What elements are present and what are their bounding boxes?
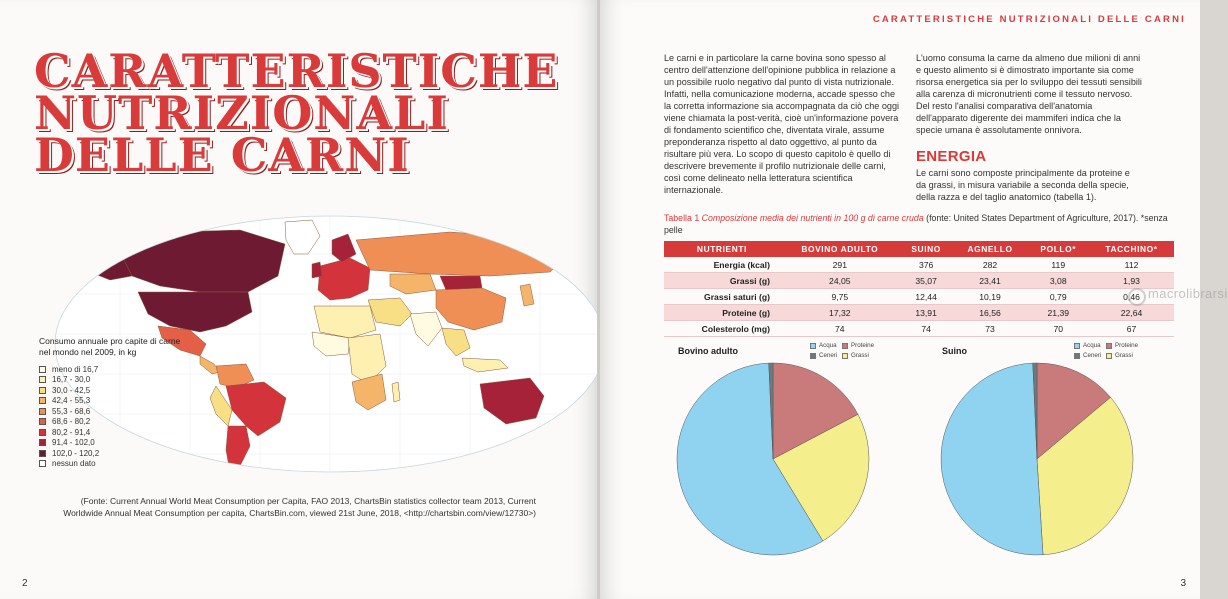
table-cell: 23,41: [953, 273, 1028, 289]
legend-swatch: [39, 408, 46, 415]
mongolia-region: [440, 276, 482, 290]
legend-item: [39, 375, 189, 386]
table-header-cell: TACCHINO*: [1089, 241, 1174, 257]
map-legend: [39, 336, 189, 469]
pie-svg-bovino: [670, 336, 920, 556]
left-page: [0, 0, 598, 599]
table-cell: Grassi (g): [664, 273, 780, 289]
table-row: [664, 257, 1174, 273]
pie-legend-label: Grassi: [1115, 352, 1133, 359]
table-cell: 119: [1027, 257, 1089, 273]
table-header-cell: AGNELLO: [953, 241, 1028, 257]
table-cell: 9,75: [780, 289, 900, 305]
legend-label: 91,4 - 102,0: [52, 438, 95, 448]
legend-swatch: [39, 418, 46, 425]
table-header-cell: BOVINO ADULTO: [780, 241, 900, 257]
legend-label: 30,0 - 42,5: [52, 385, 91, 395]
pie-legend-swatch: [842, 343, 848, 349]
table-caption: [664, 212, 1184, 236]
russia-region: [356, 232, 570, 276]
pie-legend-swatch: [810, 343, 816, 349]
table-caption-label: Tabella 1: [664, 213, 700, 223]
pie-chart-suino: [934, 336, 1184, 556]
table-header-cell: POLLO*: [1027, 241, 1089, 257]
table-header-cell: NUTRIENTI: [664, 241, 780, 257]
title-line-1: CARATTERISTICHE: [34, 44, 559, 98]
legend-label: 16,7 - 30,0: [52, 375, 91, 385]
new-zealand-region: [550, 420, 562, 440]
pie-legend-swatch: [1074, 343, 1080, 349]
legend-item: [39, 448, 189, 459]
legend-title: Consumo annuale pro capite di carne nel mondo nel 2009, in kg: [39, 336, 181, 357]
legend-swatch: [39, 387, 46, 394]
table-row: [664, 321, 1174, 337]
pie-legend-swatch: [842, 353, 848, 359]
pie-legend-item: [810, 352, 837, 359]
legend-label: nessun dato: [52, 459, 96, 469]
table-cell: 376: [900, 257, 953, 273]
legend-swatch: [39, 366, 46, 373]
legend-label: 55,3 - 68,6: [52, 406, 91, 416]
legend-item: [39, 385, 189, 396]
table-cell: 67: [1089, 321, 1174, 337]
legend-item: [39, 427, 189, 438]
table-cell: 0,79: [1027, 289, 1089, 305]
table-cell: Energia (kcal): [664, 257, 780, 273]
legend-item: [39, 396, 189, 407]
pie-legend-label: Acqua: [1083, 342, 1101, 349]
map-source-note: (Fonte: Current Annual World Meat Consumption per Capita, FAO 2013, ChartsBin statistics collector team 2013, Current Worldwide Annual Meat Consumption per capita, ChartsBin.com, viewed 21st June, 2018, <http://chartsbin.com/view/12730>): [63, 496, 536, 518]
legend-label: 102,0 - 120,2: [52, 448, 100, 458]
table-cell: 1,93: [1089, 273, 1174, 289]
table-cell: 74: [780, 321, 900, 337]
pie-title: Bovino adulto: [678, 346, 738, 356]
pie-legend-label: Acqua: [819, 342, 837, 349]
title-line-3: DELLE CARNI: [34, 128, 410, 182]
table-cell: 74: [900, 321, 953, 337]
pie-legend-item: [1074, 352, 1101, 359]
pie-chart-bovino: [670, 336, 920, 556]
legend-label: meno di 16,7: [52, 364, 99, 374]
pie-legend-label: Ceneri: [1083, 352, 1102, 359]
table-header-row: [664, 241, 1174, 257]
table-cell: 21,39: [1027, 305, 1089, 321]
pie-legend-label: Grassi: [851, 352, 869, 359]
alaska-region: [90, 252, 132, 280]
table-cell: 291: [780, 257, 900, 273]
table-cell: 10,19: [953, 289, 1028, 305]
table-cell: 22,64: [1089, 305, 1174, 321]
table-cell: 70: [1027, 321, 1089, 337]
legend-swatch: [39, 429, 46, 436]
legend-swatch: [39, 397, 46, 404]
pie-title: Suino: [942, 346, 967, 356]
right-page: [600, 0, 1228, 599]
page-number-left: 2: [22, 578, 28, 589]
legend-item: [39, 417, 189, 428]
table-cell: 35,07: [900, 273, 953, 289]
table-row: [664, 273, 1174, 289]
uk-region: [312, 262, 322, 278]
pie-legend-item: [810, 342, 837, 349]
intro-paragraph: Le carni e in particolare la carne bovina sono spesso al centro dell'attenzione dell'opinione pubblica in relazione a un possibile ruolo negativo dal punto di vista nutrizionale. Infatti, nella comunicazione moderna, accade spesso che la corretta informazione sia accompagnata da ciò che oggi viene chiamata la post-verità, cioè un'informazione povera di fondamento scientifico che, diventata virale, assume preponderanza rispetto al dato oggettivo, al punto da risultare più vera. Lo scopo di questo capitolo è quello di descrivere brevemente il profilo nutrizionale delle carni, così come delineato nella letteratura scientifica internazionale.: [664, 53, 900, 195]
table-caption-italic: Composizione media dei nutrienti in 100 g di carne cruda: [701, 213, 924, 223]
legend-item: [39, 438, 189, 449]
energia-heading: ENERGIA: [916, 148, 987, 165]
legend-item: [39, 406, 189, 417]
table-header-cell: SUINO: [900, 241, 953, 257]
table-caption-rest: (fonte: United States Department of Agriculture, 2017). *senza pelle: [664, 213, 1168, 235]
pie-legend-label: Ceneri: [819, 352, 838, 359]
chapter-title: [34, 44, 559, 182]
legend-swatch: [39, 439, 46, 446]
pie-legend-item: [842, 342, 874, 349]
pie-legend-item: [1074, 342, 1101, 349]
watermark-text: macrolibrarsi: [1148, 286, 1228, 301]
pie-legend-swatch: [810, 353, 816, 359]
legend-label: 80,2 - 91,4: [52, 427, 91, 437]
table-cell: 17,32: [780, 305, 900, 321]
table-cell: 13,91: [900, 305, 953, 321]
energia-paragraph: Le carni sono composte principalmente da proteine e da grassi, in misura variabile a seconda della specie, della razza e del taglio anatomico (tabella 1).: [916, 168, 1130, 202]
table-cell: 24,05: [780, 273, 900, 289]
pie-legend-item: [1106, 342, 1138, 349]
pie-legend-swatch: [1074, 353, 1080, 359]
pie-slice-acqua: [941, 363, 1043, 555]
table-cell: Grassi saturi (g): [664, 289, 780, 305]
running-head: CARATTERISTICHE NUTRIZIONALI DELLE CARNI: [872, 14, 1186, 25]
legend-item: [39, 459, 189, 470]
table-cell: 73: [953, 321, 1028, 337]
pie-svg-suino: [934, 336, 1184, 556]
legend-swatch: [39, 376, 46, 383]
legend-label: 42,4 - 55,3: [52, 396, 91, 406]
pie-legend-item: [842, 352, 869, 359]
table-row: [664, 289, 1174, 305]
nutrient-table: [664, 241, 1174, 337]
legend-swatch: [39, 460, 46, 467]
table-cell: 112: [1089, 257, 1174, 273]
table-cell: Proteine (g): [664, 305, 780, 321]
legend-item: [39, 364, 189, 375]
pie-legend-item: [1106, 352, 1133, 359]
legend-swatch: [39, 450, 46, 457]
table-cell: 3,08: [1027, 273, 1089, 289]
legend-label: 68,6 - 80,2: [52, 417, 91, 427]
table-row: [664, 305, 1174, 321]
page-number-right: 3: [1180, 578, 1186, 589]
table-cell: 12,44: [900, 289, 953, 305]
title-line-2: NUTRIZIONALI: [34, 86, 449, 140]
second-paragraph: L'uomo consuma la carne da almeno due milioni di anni e questo alimento si è dimostrato importante sia come risorsa energetica sia per lo sviluppo dei tessuti sensibili alla carenza di micronutrienti come il tessuto nervoso. Del resto l'analisi comparativa dell'anatomia dell'apparato digerente dei mammiferi indica che la specie umana è assolutamente onnivora.: [916, 53, 1142, 135]
table-cell: 16,56: [953, 305, 1028, 321]
table-cell: 0,46: [1089, 289, 1174, 305]
table-cell: 282: [953, 257, 1028, 273]
pie-legend-label: Proteine: [1115, 342, 1139, 349]
pie-legend-label: Proteine: [851, 342, 875, 349]
pie-legend-swatch: [1106, 353, 1112, 359]
pie-legend-swatch: [1106, 343, 1112, 349]
table-cell: Colesterolo (mg): [664, 321, 780, 337]
watermark-icon: [1128, 288, 1146, 306]
